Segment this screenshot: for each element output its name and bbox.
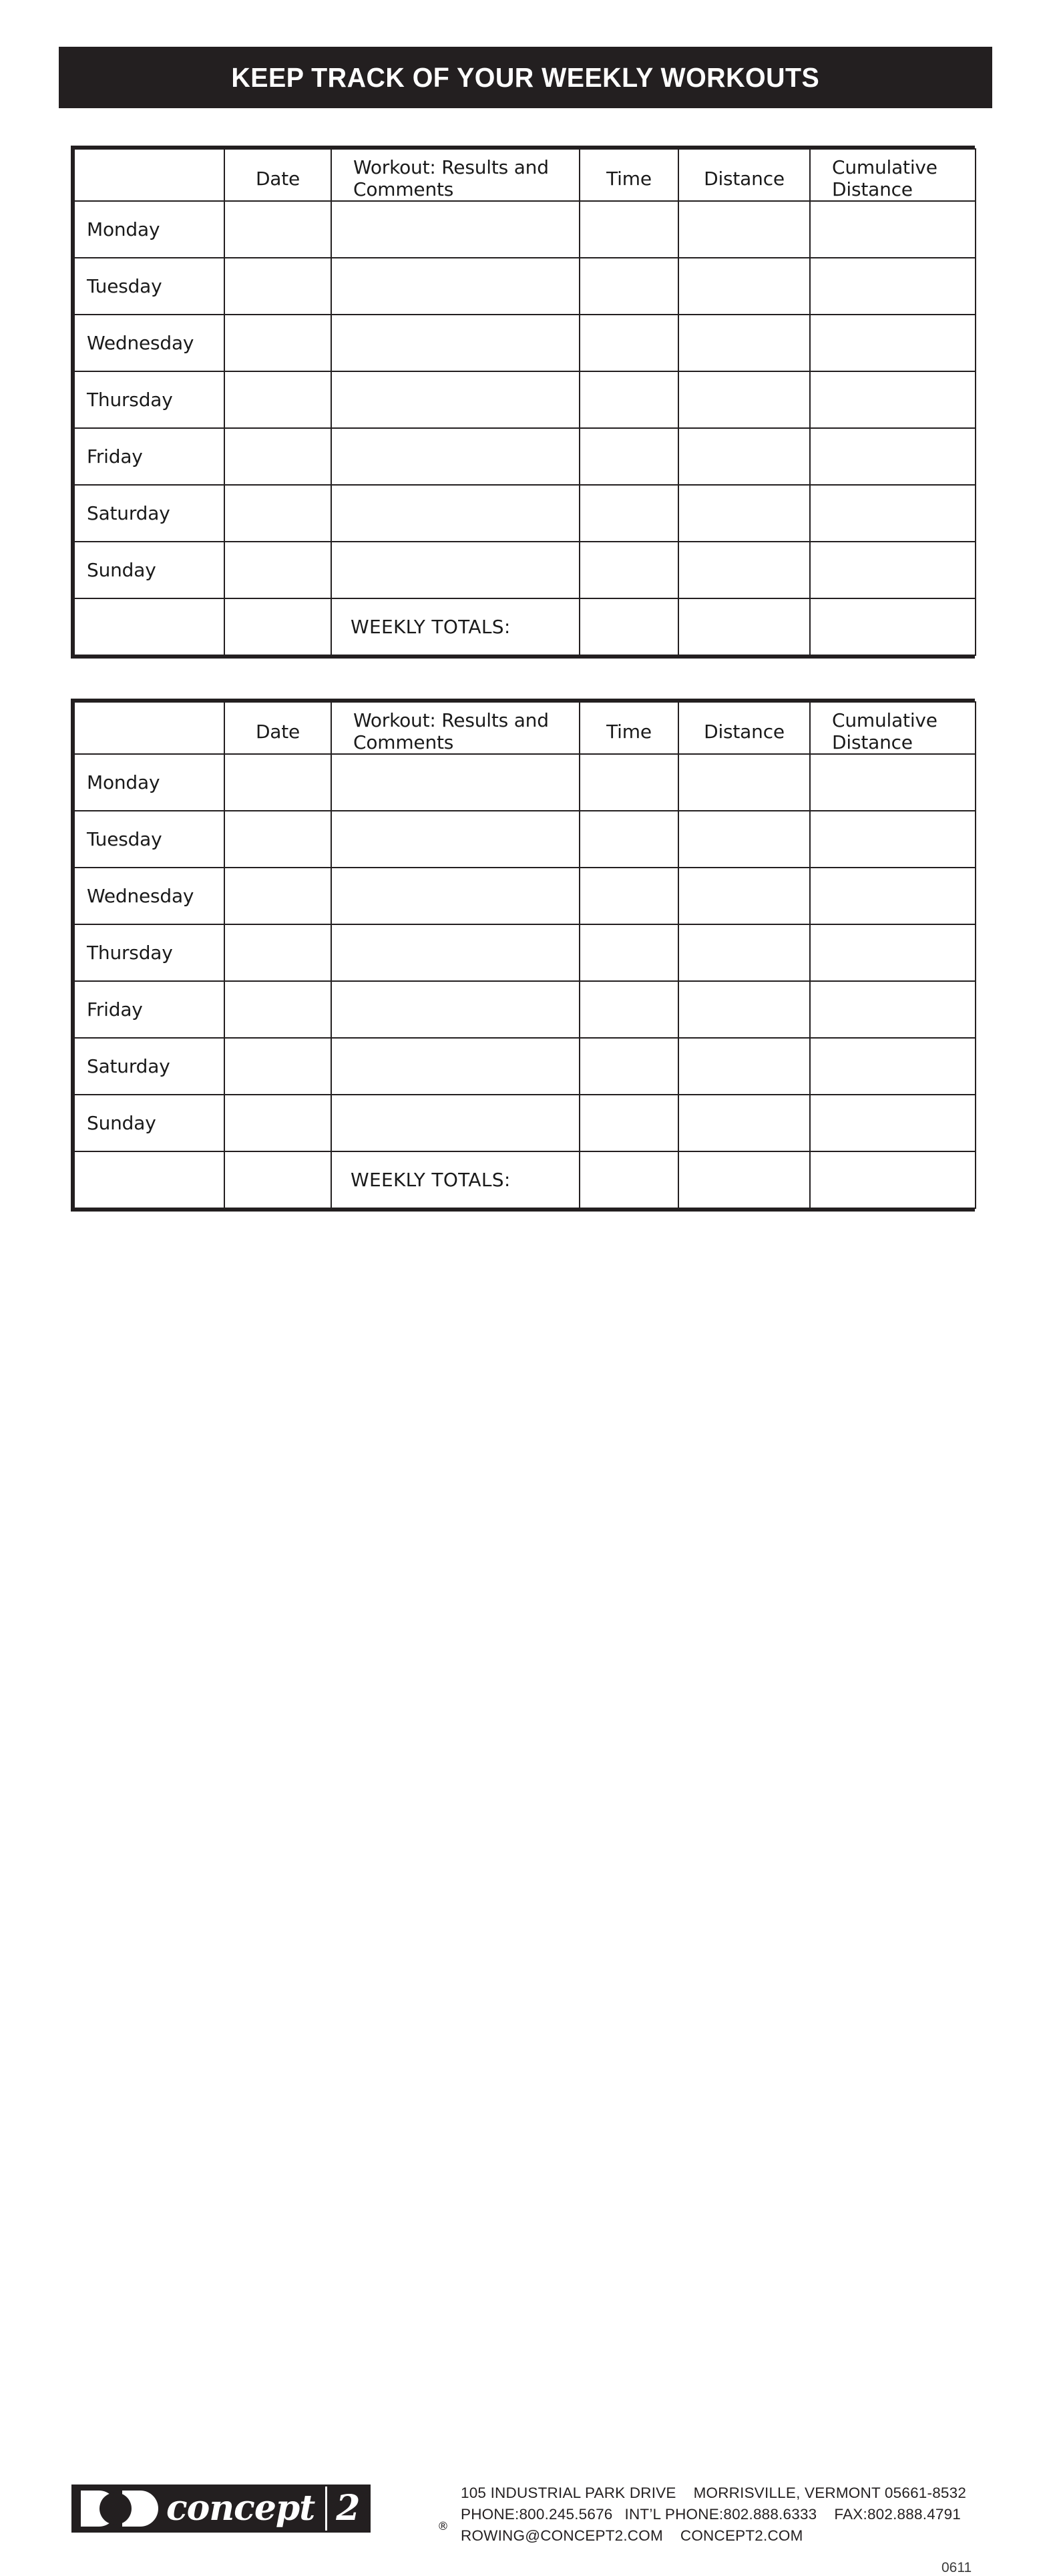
cell-date-wednesday[interactable] (224, 868, 331, 924)
cell-cumulative-saturday[interactable] (810, 485, 976, 542)
concept2-logo (71, 2485, 371, 2533)
header-cell-time: Time (580, 149, 678, 201)
totals-distance[interactable] (678, 1151, 810, 1208)
cell-date-friday[interactable] (224, 981, 331, 1038)
row-label-thursday: Thursday (74, 371, 224, 428)
cell-distance-monday[interactable] (678, 754, 810, 811)
cell-workout-wednesday[interactable] (331, 315, 580, 371)
cell-workout-friday[interactable] (331, 428, 580, 485)
phone-number: PHONE:800.245.5676 (461, 2505, 613, 2523)
cell-cumulative-sunday[interactable] (810, 1095, 976, 1151)
header-cell-distance: Distance (678, 149, 810, 201)
page-title-banner (59, 47, 992, 108)
table-row (74, 201, 976, 258)
cell-distance-wednesday[interactable] (678, 315, 810, 371)
weekly-totals-row (74, 1151, 976, 1208)
row-label-tuesday: Tuesday (74, 258, 224, 315)
cell-time-wednesday[interactable] (580, 315, 678, 371)
header-cell-workout: Workout: Results and Comments (331, 702, 580, 754)
weekly-totals-row (74, 598, 976, 655)
cell-cumulative-friday[interactable] (810, 428, 976, 485)
row-label-monday: Monday (74, 201, 224, 258)
cell-cumulative-tuesday[interactable] (810, 811, 976, 868)
table-row (74, 542, 976, 598)
table-row (74, 754, 976, 811)
cell-cumulative-tuesday[interactable] (810, 258, 976, 315)
cell-date-tuesday[interactable] (224, 258, 331, 315)
cell-date-tuesday[interactable] (224, 811, 331, 868)
logo-divider (324, 2485, 329, 2533)
table-row (74, 315, 976, 371)
totals-date (224, 598, 331, 655)
cell-date-monday[interactable] (224, 754, 331, 811)
header-cell-corner (74, 702, 224, 754)
table-row (74, 428, 976, 485)
logo-wordmark: concept (164, 2485, 324, 2533)
row-label-wednesday: Wednesday (74, 315, 224, 371)
document-code: 0611 (941, 2560, 972, 2575)
cell-date-wednesday[interactable] (224, 315, 331, 371)
cell-date-sunday[interactable] (224, 542, 331, 598)
contact-info (461, 2482, 966, 2547)
cell-date-saturday[interactable] (224, 485, 331, 542)
cell-date-sunday[interactable] (224, 1095, 331, 1151)
cell-cumulative-thursday[interactable] (810, 371, 976, 428)
cell-workout-saturday[interactable] (331, 1038, 580, 1095)
cell-cumulative-monday[interactable] (810, 201, 976, 258)
header-cell-date: Date (224, 149, 331, 201)
table-row (74, 485, 976, 542)
cell-cumulative-friday[interactable] (810, 981, 976, 1038)
totals-corner (74, 598, 224, 655)
row-label-saturday: Saturday (74, 485, 224, 542)
contact-line-address (461, 2482, 966, 2504)
weekly-log-table-2 (71, 699, 975, 1212)
table-row (74, 811, 976, 868)
cell-cumulative-wednesday[interactable] (810, 868, 976, 924)
row-label-saturday: Saturday (74, 1038, 224, 1095)
totals-cumulative[interactable] (810, 1151, 976, 1208)
cell-distance-tuesday[interactable] (678, 258, 810, 315)
cell-distance-saturday[interactable] (678, 485, 810, 542)
table-row (74, 1095, 976, 1151)
row-label-tuesday: Tuesday (74, 811, 224, 868)
header-cell-corner (74, 149, 224, 201)
cell-time-tuesday[interactable] (580, 811, 678, 868)
row-label-sunday: Sunday (74, 1095, 224, 1151)
row-label-friday: Friday (74, 428, 224, 485)
header-cell-date: Date (224, 702, 331, 754)
cell-date-thursday[interactable] (224, 924, 331, 981)
header-cell-workout: Workout: Results and Comments (331, 149, 580, 201)
cell-distance-friday[interactable] (678, 981, 810, 1038)
page-footer (0, 1241, 1057, 2575)
cell-cumulative-wednesday[interactable] (810, 315, 976, 371)
table-header-row (74, 149, 976, 201)
totals-time[interactable] (580, 1151, 678, 1208)
cell-date-monday[interactable] (224, 201, 331, 258)
row-label-wednesday: Wednesday (74, 868, 224, 924)
table-row (74, 258, 976, 315)
row-label-friday: Friday (74, 981, 224, 1038)
table-row (74, 371, 976, 428)
street-address: 105 INDUSTRIAL PARK DRIVE (461, 2485, 676, 2501)
cell-workout-tuesday[interactable] (331, 258, 580, 315)
logo-number: 2 (329, 2485, 371, 2533)
row-label-monday: Monday (74, 754, 224, 811)
weekly-totals-label: WEEKLY TOTALS: (331, 1151, 580, 1208)
cell-time-saturday[interactable] (580, 1038, 678, 1095)
cell-distance-saturday[interactable] (678, 1038, 810, 1095)
cell-time-saturday[interactable] (580, 485, 678, 542)
cell-date-thursday[interactable] (224, 371, 331, 428)
table-header-row (74, 702, 976, 754)
cell-time-sunday[interactable] (580, 542, 678, 598)
cell-workout-tuesday[interactable] (331, 811, 580, 868)
weekly-totals-label: WEEKLY TOTALS: (331, 598, 580, 655)
weekly-log-table-1 (71, 146, 975, 659)
header-cell-time: Time (580, 702, 678, 754)
cell-workout-sunday[interactable] (331, 1095, 580, 1151)
table-row (74, 868, 976, 924)
cell-distance-sunday[interactable] (678, 1095, 810, 1151)
header-cell-distance: Distance (678, 702, 810, 754)
city-state-zip: MORRISVILLE, VERMONT 05661-8532 (693, 2485, 967, 2501)
header-cell-cumulative-distance: Cumulative Distance (810, 149, 976, 201)
totals-time[interactable] (580, 598, 678, 655)
cell-date-saturday[interactable] (224, 1038, 331, 1095)
cell-time-wednesday[interactable] (580, 868, 678, 924)
cell-time-monday[interactable] (580, 201, 678, 258)
cell-time-thursday[interactable] (580, 924, 678, 981)
fax-number: FAX:802.888.4791 (834, 2505, 961, 2523)
cell-workout-saturday[interactable] (331, 485, 580, 542)
cell-time-thursday[interactable] (580, 371, 678, 428)
totals-corner (74, 1151, 224, 1208)
cell-distance-thursday[interactable] (678, 371, 810, 428)
cell-cumulative-monday[interactable] (810, 754, 976, 811)
cell-distance-sunday[interactable] (678, 542, 810, 598)
cell-cumulative-saturday[interactable] (810, 1038, 976, 1095)
cell-workout-sunday[interactable] (331, 542, 580, 598)
cell-workout-monday[interactable] (331, 201, 580, 258)
cell-workout-wednesday[interactable] (331, 868, 580, 924)
cell-workout-thursday[interactable] (331, 924, 580, 981)
cell-distance-wednesday[interactable] (678, 868, 810, 924)
cell-workout-friday[interactable] (331, 981, 580, 1038)
contact-line-phones (461, 2504, 966, 2525)
header-cell-cumulative-distance: Cumulative Distance (810, 702, 976, 754)
cell-time-tuesday[interactable] (580, 258, 678, 315)
contact-line-web (461, 2525, 966, 2547)
cell-distance-friday[interactable] (678, 428, 810, 485)
cell-workout-monday[interactable] (331, 754, 580, 811)
international-phone-number: INT’L PHONE:802.888.6333 (624, 2505, 817, 2523)
table-row (74, 1038, 976, 1095)
table-row (74, 981, 976, 1038)
cell-time-sunday[interactable] (580, 1095, 678, 1151)
table-row (74, 924, 976, 981)
cell-distance-monday[interactable] (678, 201, 810, 258)
row-label-sunday: Sunday (74, 542, 224, 598)
cell-cumulative-thursday[interactable] (810, 924, 976, 981)
cell-time-monday[interactable] (580, 754, 678, 811)
totals-cumulative[interactable] (810, 598, 976, 655)
cell-cumulative-sunday[interactable] (810, 542, 976, 598)
row-label-thursday: Thursday (74, 924, 224, 981)
cell-time-friday[interactable] (580, 428, 678, 485)
cell-distance-thursday[interactable] (678, 924, 810, 981)
website-url[interactable]: CONCEPT2.COM (680, 2527, 803, 2544)
totals-distance[interactable] (678, 598, 810, 655)
cell-distance-tuesday[interactable] (678, 811, 810, 868)
cell-workout-thursday[interactable] (331, 371, 580, 428)
email-address[interactable]: ROWING@CONCEPT2.COM (461, 2527, 663, 2544)
totals-date (224, 1151, 331, 1208)
cell-time-friday[interactable] (580, 981, 678, 1038)
cell-date-friday[interactable] (224, 428, 331, 485)
concept2-logo-mark-icon (71, 2485, 164, 2533)
registered-trademark-icon: ® (437, 2520, 449, 2533)
page-title: KEEP TRACK OF YOUR WEEKLY WORKOUTS (231, 61, 820, 93)
